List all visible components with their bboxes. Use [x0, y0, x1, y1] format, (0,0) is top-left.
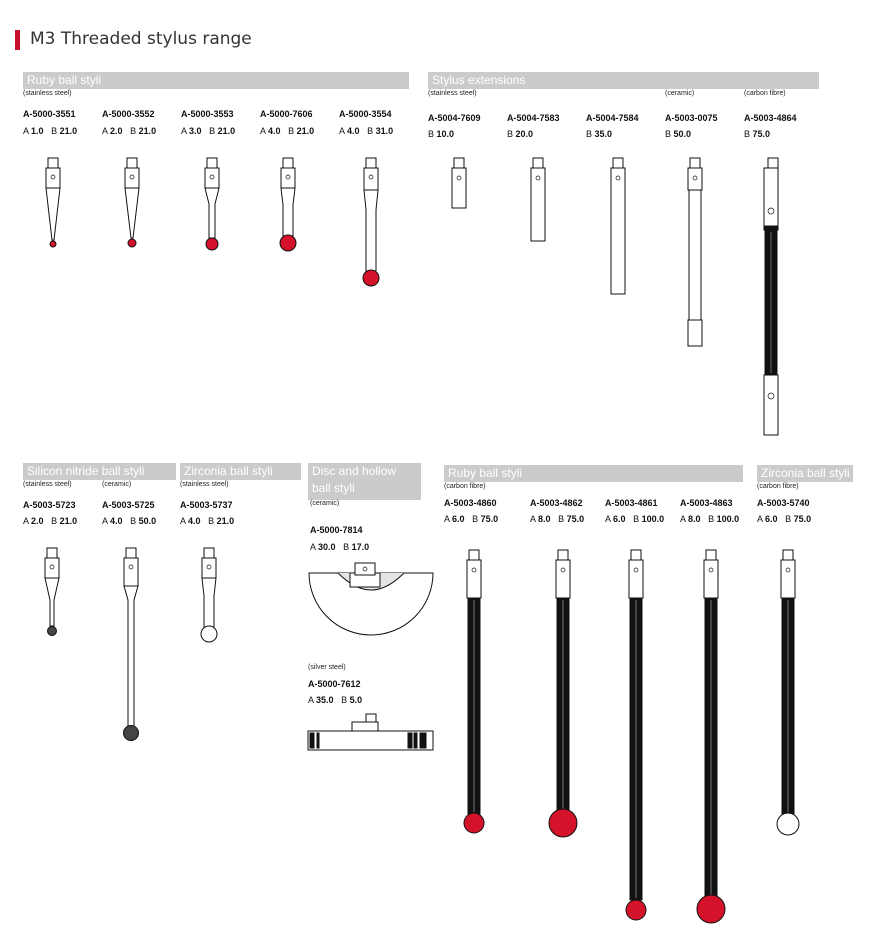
product-code: A-5003-4864: [744, 113, 797, 123]
material-note: (ceramic): [102, 481, 132, 488]
product-dimensions: A 6.0 B 100.0: [605, 514, 665, 524]
material-note: (stainless steel): [23, 481, 72, 488]
product-dimensions: A 4.0 B 31.0: [339, 126, 394, 136]
product-code: A-5003-5725: [102, 500, 155, 510]
material-note: (carbon fibre): [757, 483, 799, 490]
product-dimensions: B 20.0: [507, 129, 534, 139]
product-dimensions: B 10.0: [428, 129, 455, 139]
product-code: A-5004-7583: [507, 113, 560, 123]
material-note: (ceramic): [310, 500, 340, 507]
product-code: A-5000-7814: [310, 525, 363, 535]
product-code: A-5003-4860: [444, 498, 497, 508]
product-dimensions: A 6.0 B 75.0: [444, 514, 499, 524]
product-code: A-5000-3552: [102, 109, 155, 119]
product-dimensions: A 2.0 B 21.0: [23, 516, 78, 526]
section-heading-extensions: Stylus extensions: [428, 72, 819, 89]
material-note: (stainless steel): [23, 90, 72, 97]
material-note: (stainless steel): [180, 481, 229, 488]
product-dimensions: A 6.0 B 75.0: [757, 514, 812, 524]
product-dimensions: B 50.0: [665, 129, 692, 139]
product-dimensions: A 4.0 B 50.0: [102, 516, 157, 526]
product-code: A-5003-4862: [530, 498, 583, 508]
section-heading-ruby-carbon: Ruby ball styli: [444, 465, 743, 482]
product-code: A-5000-7612: [308, 679, 361, 689]
product-dimensions: A 8.0 B 100.0: [680, 514, 740, 524]
product-dimensions: B 75.0: [744, 129, 771, 139]
product-code: A-5003-4861: [605, 498, 658, 508]
product-dimensions: B 35.0: [586, 129, 613, 139]
section-heading-line: ball styli: [312, 481, 355, 495]
product-dimensions: A 4.0 B 21.0: [260, 126, 315, 136]
material-note: (carbon fibre): [444, 483, 486, 490]
product-dimensions: A 4.0 B 21.0: [180, 516, 235, 526]
product-dimensions: A 8.0 B 75.0: [530, 514, 585, 524]
section-heading-zirconia-steel: Zirconia ball styli: [180, 463, 301, 480]
product-dimensions: A 2.0 B 21.0: [102, 126, 157, 136]
product-code: A-5003-5740: [757, 498, 810, 508]
section-heading-line: Disc and hollow: [312, 464, 397, 478]
product-code: A-5003-5737: [180, 500, 233, 510]
product-dimensions: A 1.0 B 21.0: [23, 126, 78, 136]
material-note: (stainless steel): [428, 90, 477, 97]
section-heading-zirconia-carbon: Zirconia ball styli: [757, 465, 853, 482]
product-code: A-5000-3551: [23, 109, 76, 119]
product-dimensions: A 30.0 B 17.0: [310, 542, 370, 552]
product-dimensions: A 35.0 B 5.0: [308, 695, 363, 705]
product-code: A-5003-0075: [665, 113, 718, 123]
material-note: (ceramic): [665, 90, 695, 97]
product-code: A-5003-5723: [23, 500, 76, 510]
product-code: A-5003-4863: [680, 498, 733, 508]
product-code: A-5000-3554: [339, 109, 392, 119]
product-code: A-5004-7609: [428, 113, 481, 123]
product-code: A-5000-3553: [181, 109, 234, 119]
product-code: A-5004-7584: [586, 113, 639, 123]
section-heading-silicon: Silicon nitride ball styli: [23, 463, 176, 480]
material-note: (carbon fibre): [744, 90, 786, 97]
product-code: A-5000-7606: [260, 109, 313, 119]
section-heading-ruby-steel: Ruby ball styli: [23, 72, 409, 89]
product-dimensions: A 3.0 B 21.0: [181, 126, 236, 136]
page-title: M3 Threaded stylus range: [30, 29, 252, 49]
material-note: (silver steel): [308, 664, 346, 671]
